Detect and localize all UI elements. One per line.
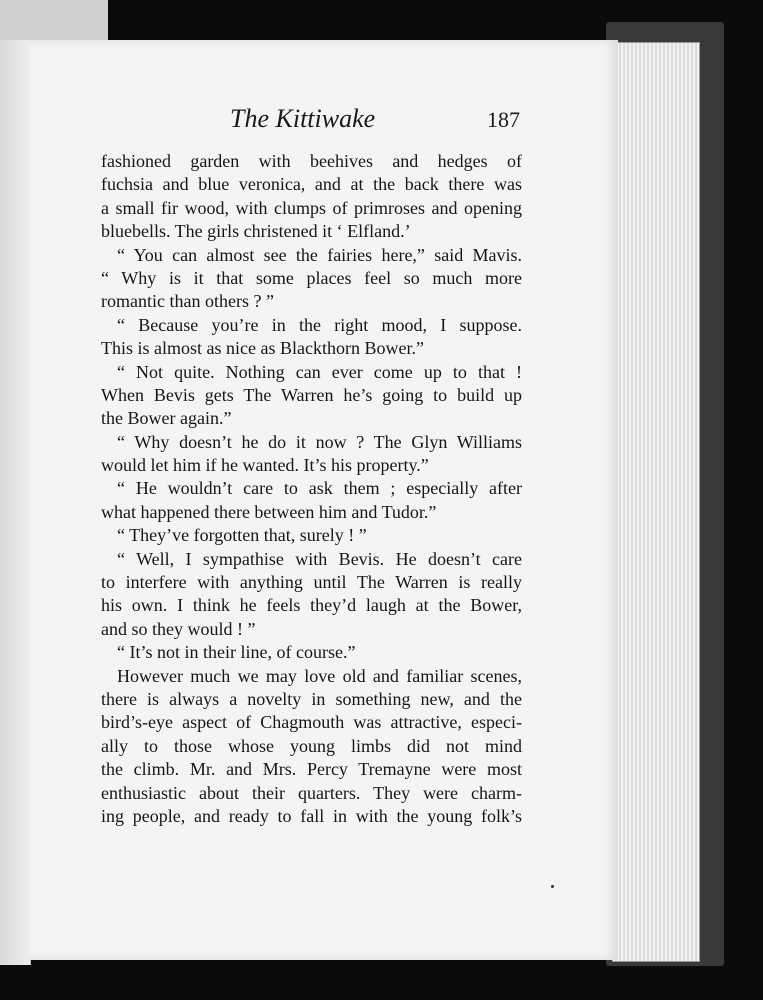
text-line: ally to those whose young limbs did not mind — [101, 735, 522, 756]
text-line: to interfere with anything until The Warren is really — [101, 572, 522, 593]
left-page — [0, 40, 31, 965]
text-line: “ It’s not in their line, of course.” — [117, 642, 356, 663]
text-line: ing people, and ready to fall in with the young folk’s — [101, 805, 522, 826]
text-line: “ You can almost see the fairies here,” said Mavis. — [117, 244, 522, 265]
text-line: “ They’ve forgotten that, surely ! ” — [117, 525, 367, 546]
left-page-edge — [0, 0, 108, 42]
text-line: This is almost as nice as Blackthorn Bower.” — [101, 338, 424, 359]
text-line: his own. I think he feels they’d laugh at the Bower, — [101, 595, 522, 616]
text-line: enthusiastic about their quarters. They were charm- — [101, 782, 522, 803]
text-line: what happened there between him and Tudor.” — [101, 501, 437, 522]
text-line: fuchsia and blue veronica, and at the back there was — [101, 174, 522, 195]
text-line: “ Not quite. Nothing can ever come up to that ! — [117, 361, 522, 382]
body-text — [101, 150, 522, 828]
paper-speck — [551, 885, 554, 888]
text-line: and so they would ! ” — [101, 618, 256, 639]
text-line: “ Why doesn’t he do it now ? The Glyn Williams — [117, 431, 522, 452]
text-line: there is always a novelty in something new, and the — [101, 688, 522, 709]
text-line: bird’s-eye aspect of Chagmouth was attractive, especi- — [101, 712, 522, 733]
text-line: the climb. Mr. and Mrs. Percy Tremayne were most — [101, 759, 522, 780]
text-line: the Bower again.” — [101, 408, 232, 429]
text-line: romantic than others ? ” — [101, 291, 274, 312]
text-line: However much we may love old and familiar scenes, — [117, 665, 522, 686]
text-line: “ He wouldn’t care to ask them ; especially after — [117, 478, 522, 499]
text-line: would let him if he wanted. It’s his property.” — [101, 455, 429, 476]
text-line: bluebells. The girls christened it ‘ Elfland.’ — [101, 221, 411, 242]
text-line: “ Why is it that some places feel so much more — [101, 267, 522, 288]
text-line: “ Because you’re in the right mood, I suppose. — [117, 314, 522, 335]
page-block-edges — [612, 42, 700, 962]
text-line: When Bevis gets The Warren he’s going to build up — [101, 384, 522, 405]
running-title: The Kittiwake — [230, 104, 376, 133]
text-line: a small fir wood, with clumps of primroses and opening — [101, 197, 522, 218]
running-header — [100, 104, 520, 140]
text-line: “ Well, I sympathise with Bevis. He doesn’t care — [117, 548, 522, 569]
text-line: fashioned garden with beehives and hedges of — [101, 151, 522, 171]
page-number: 187 — [487, 107, 520, 132]
